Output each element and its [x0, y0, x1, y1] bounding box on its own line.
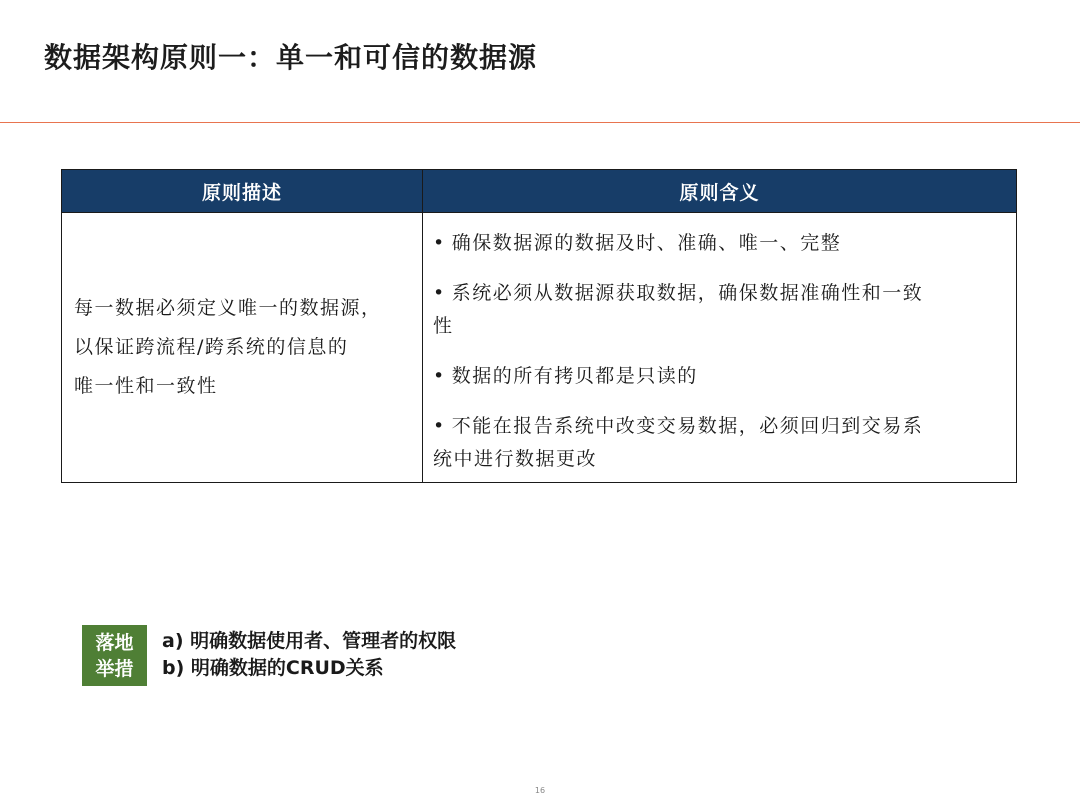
bullet-icon: •: [433, 282, 446, 304]
bullet-icon: •: [433, 232, 446, 254]
meaning-list: [433, 227, 1002, 476]
measure-item: b) 明确数据的CRUD关系: [162, 657, 384, 679]
badge-line: 举措: [95, 657, 134, 680]
meaning-item: [433, 410, 1002, 476]
table-row: [62, 213, 1017, 483]
bullet-icon: •: [433, 365, 446, 387]
description-cell: [62, 213, 423, 483]
description-text: [74, 289, 412, 406]
table-header-row: [62, 170, 1017, 213]
meaning-item: [433, 360, 1002, 393]
implementation-measures-badge: [82, 625, 147, 686]
slide-title: 数据架构原则一：单一和可信的数据源: [44, 41, 538, 74]
description-line: 唯一性和一致性: [74, 375, 218, 397]
description-line: 每一数据必须定义唯一的数据源，: [74, 297, 382, 319]
bullet-icon: •: [433, 415, 446, 437]
meaning-text: 数据的所有拷贝都是只读的: [451, 365, 698, 387]
badge-line: 落地: [95, 631, 134, 654]
page-number: 16: [534, 786, 546, 795]
title-divider: [0, 122, 1080, 123]
meaning-item: [433, 277, 1002, 343]
measure-item: a) 明确数据使用者、管理者的权限: [162, 630, 457, 652]
header-principle-meaning: 原则含义: [423, 170, 1017, 213]
description-line: 以保证跨流程/跨系统的信息的: [74, 336, 349, 358]
meaning-cell: [423, 213, 1017, 483]
meaning-text: 不能在报告系统中改变交易数据，必须回归到交易系: [451, 415, 924, 437]
principle-table: [61, 169, 1017, 483]
header-principle-description: 原则描述: [62, 170, 423, 213]
meaning-text-continued: 统中进行数据更改: [433, 448, 598, 470]
meaning-item: [433, 227, 1002, 260]
meaning-text: 系统必须从数据源获取数据，确保数据准确性和一致: [451, 282, 924, 304]
meaning-text: 确保数据源的数据及时、准确、唯一、完整: [451, 232, 842, 254]
meaning-text-continued: 性: [433, 315, 454, 337]
implementation-measures-list: [162, 628, 456, 682]
